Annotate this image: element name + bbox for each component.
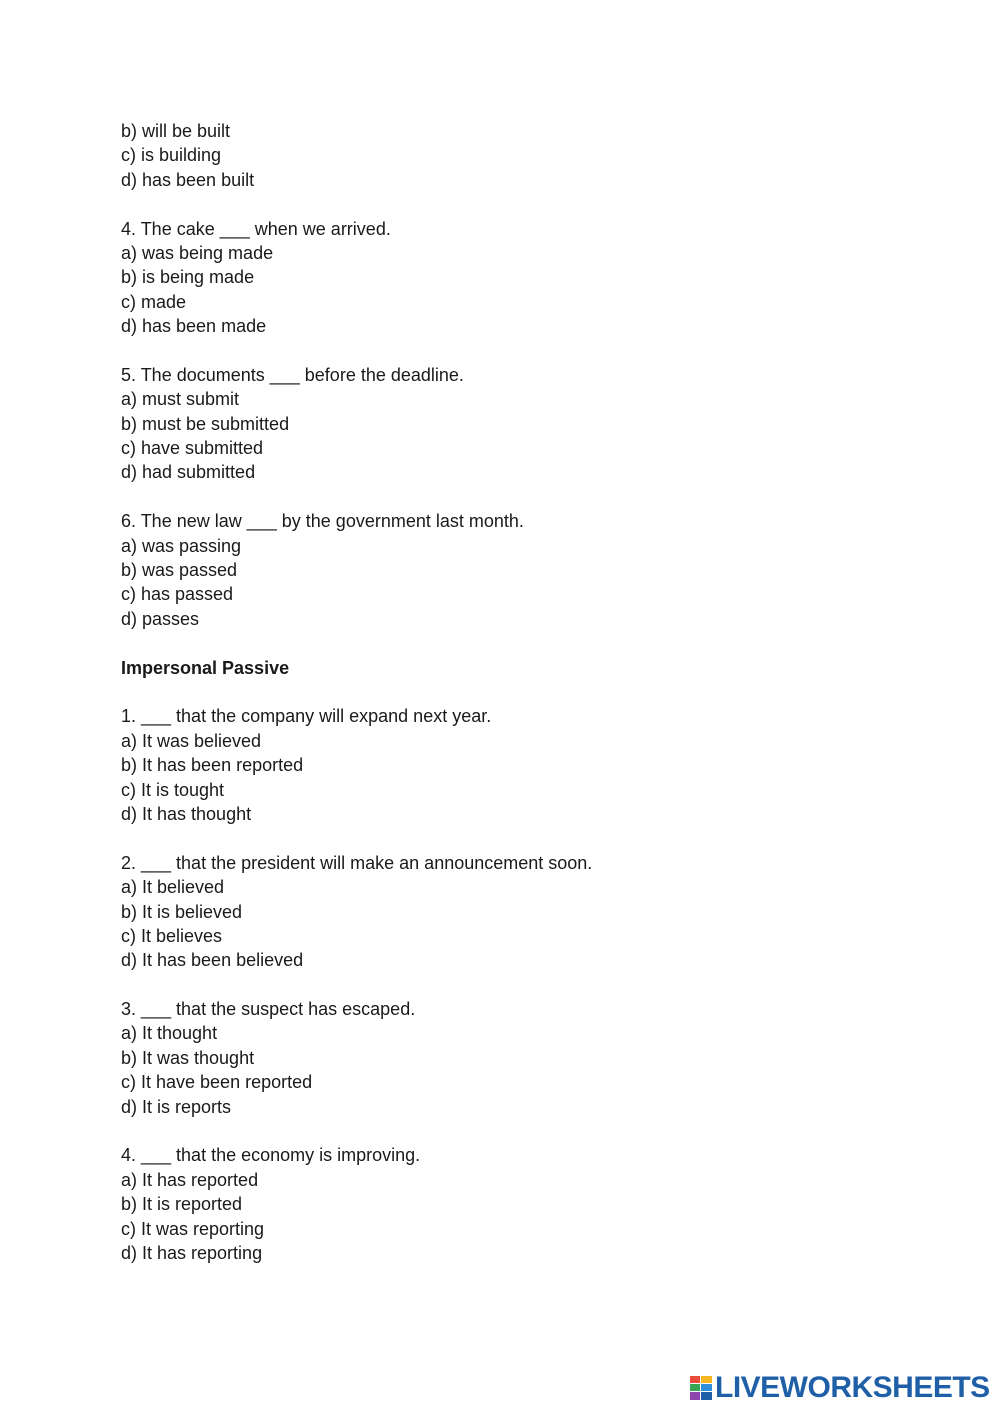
worksheet-content [121, 119, 881, 1265]
option-d: d) It has reporting [121, 1242, 263, 1263]
option-b: b) It is reported [121, 1194, 243, 1215]
question-text: 3. ___ that the suspect has escaped. [121, 999, 416, 1020]
option-b: b) is being made [121, 267, 255, 288]
option-c: c) made [121, 291, 187, 312]
option-c: c) has passed [121, 584, 234, 605]
option-b: b) must be submitted [121, 413, 290, 434]
option-d: d) It has been believed [121, 950, 304, 971]
option-b: b) will be built [121, 121, 231, 141]
question-block-section1-q3-continued [121, 119, 881, 192]
option-d: d) passes [121, 608, 200, 629]
option-a: a) was passing [121, 535, 242, 556]
option-b: b) was passed [121, 560, 238, 581]
question-text: 4. The cake ___ when we arrived. [121, 218, 391, 239]
option-d: d) It is reports [121, 1096, 232, 1117]
option-a: a) was being made [121, 242, 274, 263]
option-c: c) It was reporting [121, 1218, 265, 1239]
question-block-section1-q5 [121, 363, 881, 485]
option-b: b) It was thought [121, 1047, 255, 1068]
question-text: 4. ___ that the economy is improving. [121, 1145, 421, 1166]
option-d: d) has been built [121, 169, 255, 190]
option-a: a) It was believed [121, 730, 262, 751]
question-block-section2-q4 [121, 1143, 881, 1265]
option-c: c) is building [121, 145, 222, 166]
question-block-section1-q4 [121, 217, 881, 339]
liveworksheets-logo-icon [690, 1376, 712, 1400]
question-block-section2-q2 [121, 851, 881, 973]
question-text: 6. The new law ___ by the government last month. [121, 511, 524, 532]
option-b: b) It is believed [121, 901, 243, 922]
option-a: a) It thought [121, 1023, 218, 1044]
option-c: c) It is tought [121, 779, 225, 800]
question-text: 1. ___ that the company will expand next year. [121, 706, 492, 727]
liveworksheets-logo [690, 1372, 990, 1404]
logo-wordmark: LIVEWORKSHEETS [715, 1371, 990, 1404]
option-a: a) It believed [121, 877, 225, 898]
option-c: c) It believes [121, 925, 223, 946]
question-text: 5. The documents ___ before the deadline. [121, 364, 464, 385]
question-text: 2. ___ that the president will make an announcement soon. [121, 852, 593, 873]
section-heading: Impersonal Passive [121, 657, 290, 678]
option-d: d) It has thought [121, 803, 252, 824]
question-block-section2-q1 [121, 704, 881, 826]
option-c: c) have submitted [121, 438, 264, 459]
question-block-section2-q3 [121, 997, 881, 1119]
option-d: d) has been made [121, 316, 267, 337]
question-block-section1-q6 [121, 509, 881, 631]
option-a: a) It has reported [121, 1169, 259, 1190]
option-b: b) It has been reported [121, 755, 304, 776]
option-a: a) must submit [121, 389, 240, 410]
option-d: d) had submitted [121, 462, 256, 483]
option-c: c) It have been reported [121, 1072, 313, 1093]
